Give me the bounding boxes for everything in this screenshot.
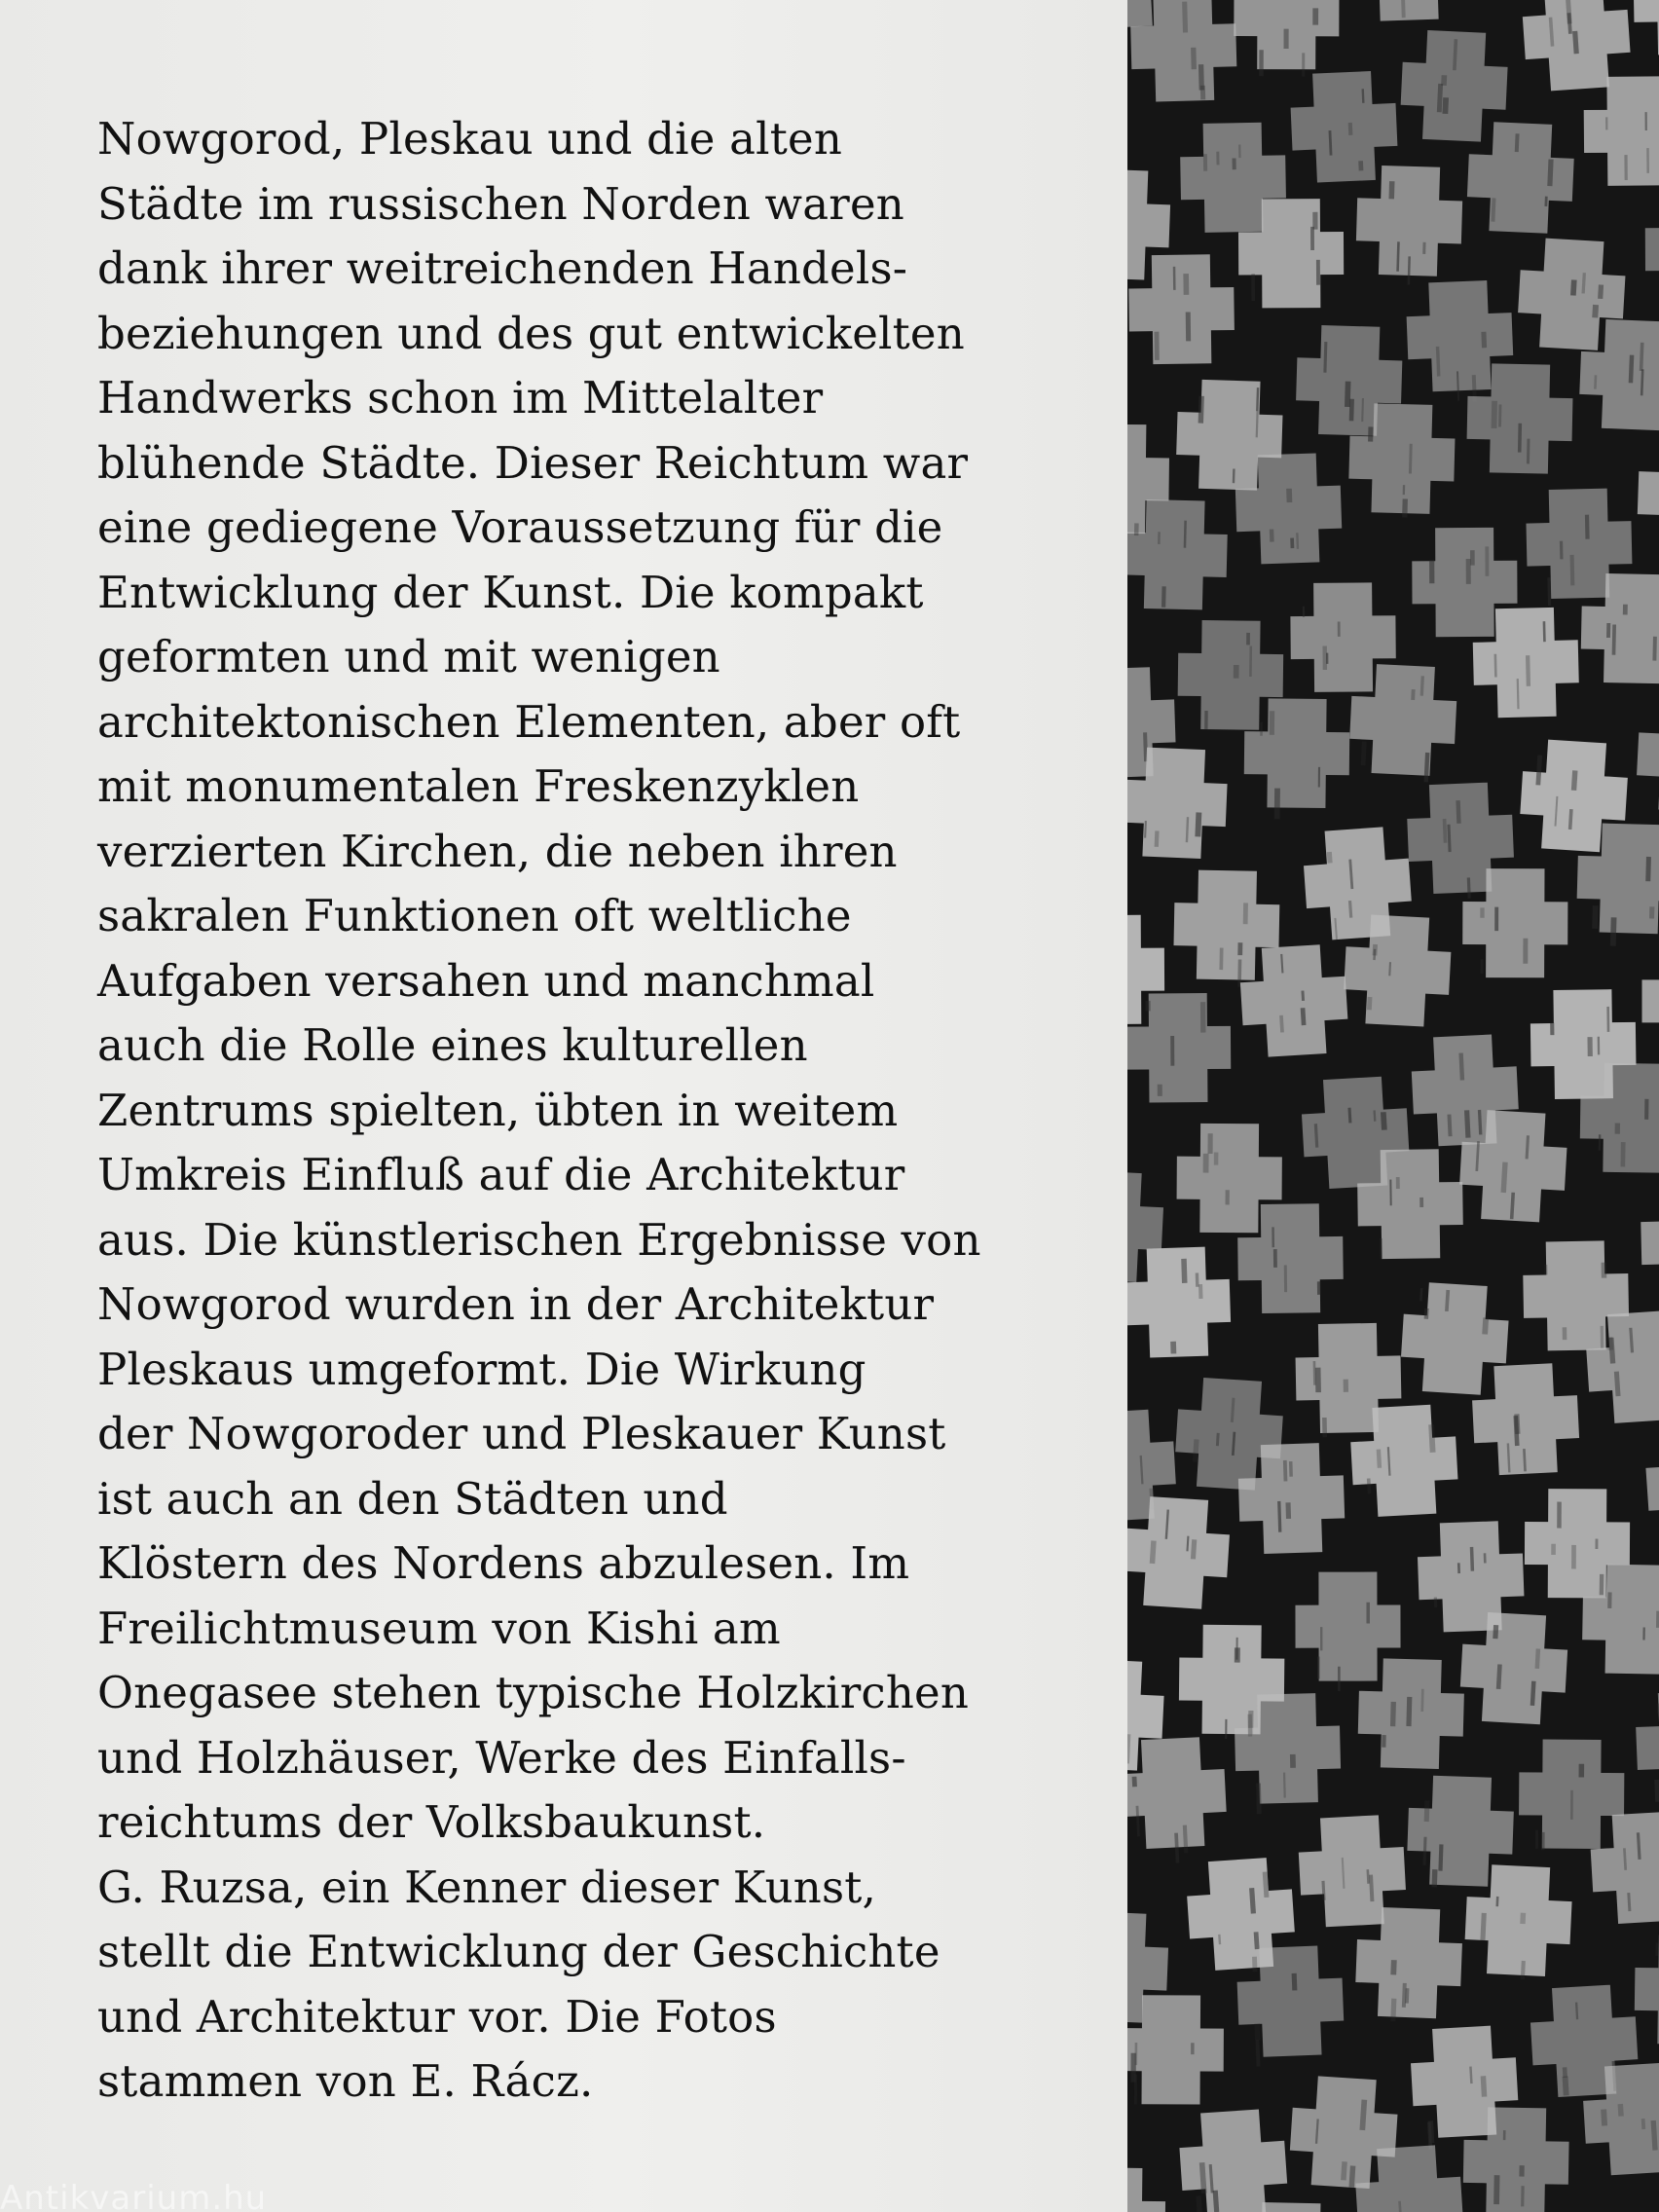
blurb-line: architektonischen Elementen, aber oft — [97, 695, 961, 748]
blurb-line: blühende Städte. Dieser Reichtum war — [97, 436, 969, 489]
shingle-shape — [1243, 698, 1349, 820]
blurb-line: Aufgaben versahen und manchmal — [97, 954, 875, 1007]
shingle-shape — [1637, 438, 1659, 551]
blurb-line: stellt die Entwicklung der Geschichte — [97, 1926, 940, 1977]
blurb-line: stammen von E. Rácz. — [97, 2055, 594, 2107]
blurb-line: Handwerks schon im Mittelalter — [97, 372, 824, 424]
shingle-shape — [1642, 946, 1659, 1059]
blurb-line: ist auch an den Städten und — [97, 1472, 728, 1525]
shingle-shape — [1641, 1187, 1659, 1303]
blurb-line: der Nowgoroder und Pleskauer Kunst — [97, 1408, 946, 1459]
blurb-line: Nowgorod wurden in der Architektur — [97, 1278, 935, 1330]
blurb-line: G. Ruzsa, ein Kenner dieser Kunst, — [97, 1861, 877, 1913]
shingle-shape — [1633, 0, 1659, 55]
blurb-line: mit monumentalen Freskenzyklen — [97, 760, 860, 812]
blurb-line: auch die Rolle eines kulturellen — [97, 1019, 808, 1071]
shingle-shape — [1583, 76, 1659, 186]
shingle-shape — [1519, 1739, 1625, 1850]
watermark-text: Antikvarium.hu — [0, 2179, 268, 2212]
shingle-shape — [1177, 2108, 1289, 2212]
blurb-line: Pleskaus umgeformt. Die Wirkung — [97, 1343, 866, 1395]
blurb-line: und Architektur vor. Die Fotos — [97, 1990, 777, 2043]
shingle-shape — [1465, 121, 1575, 235]
shingle-shape — [1635, 1690, 1659, 1803]
shingle-shape — [1127, 1736, 1229, 1865]
blurb-line: verzierten Kirchen, die neben ihren — [97, 825, 898, 877]
shingle-shape — [1127, 993, 1231, 1103]
blurb-line: dank ihrer weitreichenden Handels- — [97, 242, 908, 294]
shingle-shape — [1127, 1246, 1232, 1358]
blurb-line: Städte im russischen Norden waren — [97, 177, 904, 230]
shingle-shape — [1645, 195, 1659, 305]
shingle-shape — [1353, 0, 1462, 21]
shingle-shape — [1127, 2167, 1165, 2212]
shingle-shape — [1177, 620, 1283, 730]
blurb-line: Umkreis Einfluß auf die Architektur — [97, 1149, 905, 1200]
shingle-pattern-image — [1127, 0, 1659, 2212]
wooden-shingle-photo — [1127, 0, 1659, 2212]
blurb-line: sakralen Funktionen oft weltliche — [97, 890, 852, 941]
blurb-line: reichtums der Volksbaukunst. — [97, 1796, 766, 1848]
shingle-shape — [1643, 1428, 1659, 1544]
blurb-line: Klöstern des Nordens abzulesen. Im — [97, 1537, 910, 1589]
blurb-line: Onegasee stehen typische Holzkirchen — [97, 1667, 970, 1718]
blurb-line: und Holzhäuser, Werke des Einfalls- — [97, 1731, 906, 1784]
blurb-line: Nowgorod, Pleskau und die alten — [97, 113, 843, 165]
shingle-shape — [1399, 29, 1509, 143]
blurb-line: Entwicklung der Kunst. Die kompakt — [97, 566, 924, 618]
shingle-shape — [1635, 699, 1659, 813]
shingle-shape — [1234, 0, 1339, 77]
blurb-line: Zentrums spielten, übten in weitem — [97, 1084, 899, 1136]
blurb-text — [97, 107, 1110, 2115]
shingle-shape — [1470, 1362, 1580, 1476]
shingle-shape — [1634, 1935, 1659, 2051]
shingle-shape — [1355, 165, 1464, 286]
blurb-line: geformten und mit wenigen — [97, 631, 720, 682]
shingle-shape — [1399, 1281, 1511, 1397]
blurb-line: eine gediegene Voraussetzung für die — [97, 501, 943, 553]
blurb-line: beziehungen und des gut entwickelten — [97, 307, 965, 359]
blurb-line: Freilichtmuseum von Kishi am — [97, 1602, 781, 1654]
blurb-line: aus. Die künstlerischen Ergebnisse von — [97, 1213, 981, 1266]
